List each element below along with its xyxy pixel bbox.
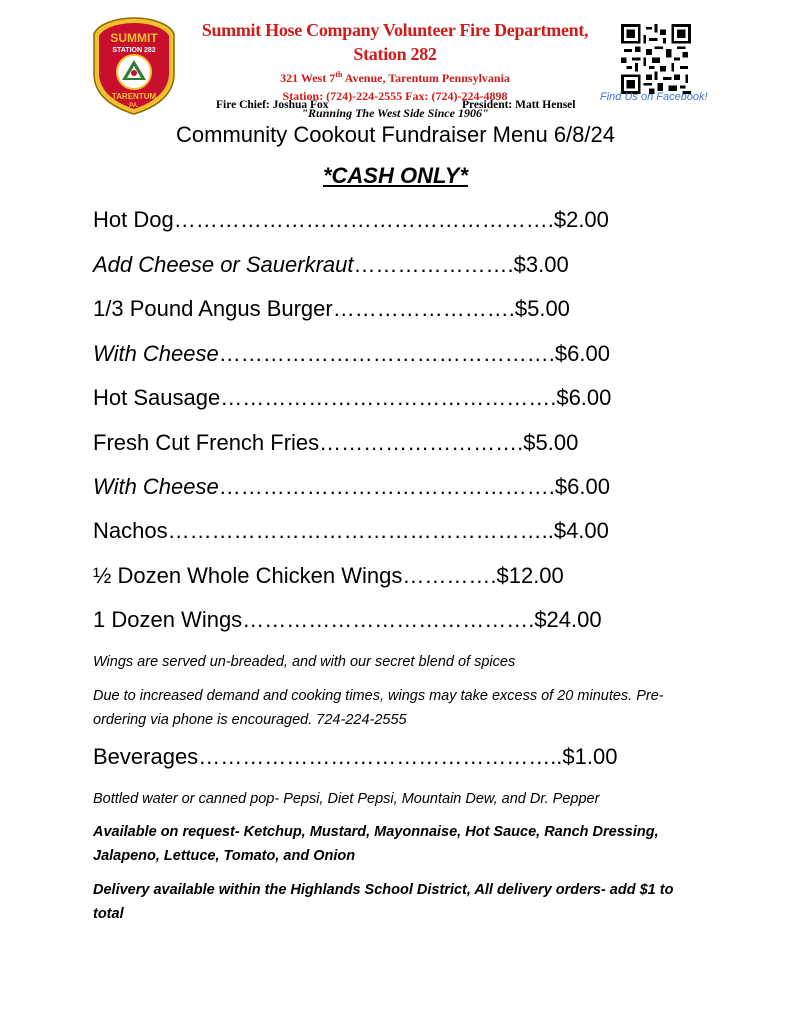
president: President: Matt Hensel — [462, 99, 576, 111]
motto: "Running The West Side Since 1906" — [301, 106, 489, 120]
wings-time-note: Due to increased demand and cooking times, wings may take excess of 20 minutes. Pre-ordering via phone is encouraged. 724-224-2555 — [93, 688, 664, 728]
badge-bottom-text: TARENTUM — [111, 92, 157, 101]
facebook-link[interactable]: Find Us on Facebook! — [600, 91, 708, 103]
qr-code-icon[interactable] — [621, 24, 691, 94]
fire-chief: Fire Chief: Joshua Fox — [216, 99, 329, 111]
menu-item: ½ Dozen Whole Chicken Wings………….$12.00 — [93, 563, 564, 588]
fire-department-badge — [92, 16, 176, 116]
badge-top-text: SUMMIT — [110, 31, 158, 45]
menu-item: 1 Dozen Wings………………………………….$24.00 — [93, 607, 602, 632]
address: 321 West 7th Avenue, Tarentum Pennsylvania — [280, 70, 510, 85]
menu-item: Fresh Cut French Fries……………………….$5.00 — [93, 430, 579, 455]
menu-item: 1/3 Pound Angus Burger…………………….$5.00 — [93, 296, 570, 321]
menu-item: With Cheese……………………………………….$6.00 — [93, 474, 610, 499]
phone-fax-line: Station: (724)-224-2555 Fax: (724)-224-4898 — [282, 89, 508, 103]
menu-item: Nachos……………………………………………..$4.00 — [93, 518, 609, 543]
organization-name: Summit Hose Company Volunteer Fire Department, Station 282 — [201, 20, 589, 64]
badge-state-text: PA. — [129, 103, 139, 109]
wings-style-note: Wings are served un-breaded, and with our secret blend of spices — [93, 654, 516, 670]
menu-item: Hot Dog…………………………………………….$2.00 — [93, 207, 609, 232]
page-title: Community Cookout Fundraiser Menu 6/8/24 — [176, 122, 615, 147]
menu-item-beverages: Beverages…………………………………………..$1.00 — [93, 744, 618, 769]
menu-item: Hot Sausage……………………………………….$6.00 — [93, 385, 612, 410]
condiments-note: Available on request- Ketchup, Mustard, Mayonnaise, Hot Sauce, Ranch Dressing, Jalapeno, Lettuce, Tomato, and Onion — [93, 824, 659, 864]
delivery-note: Delivery available within the Highlands School District, All delivery orders- add $1 to total — [93, 882, 674, 922]
cash-only-notice: *CASH ONLY* — [322, 163, 469, 188]
badge-station-text: STATION 282 — [112, 47, 156, 54]
beverages-note: Bottled water or canned pop- Pepsi, Diet Pepsi, Mountain Dew, and Dr. Pepper — [93, 791, 600, 807]
menu-item: With Cheese……………………………………….$6.00 — [93, 341, 610, 366]
menu-item: Add Cheese or Sauerkraut………………….$3.00 — [93, 252, 569, 277]
